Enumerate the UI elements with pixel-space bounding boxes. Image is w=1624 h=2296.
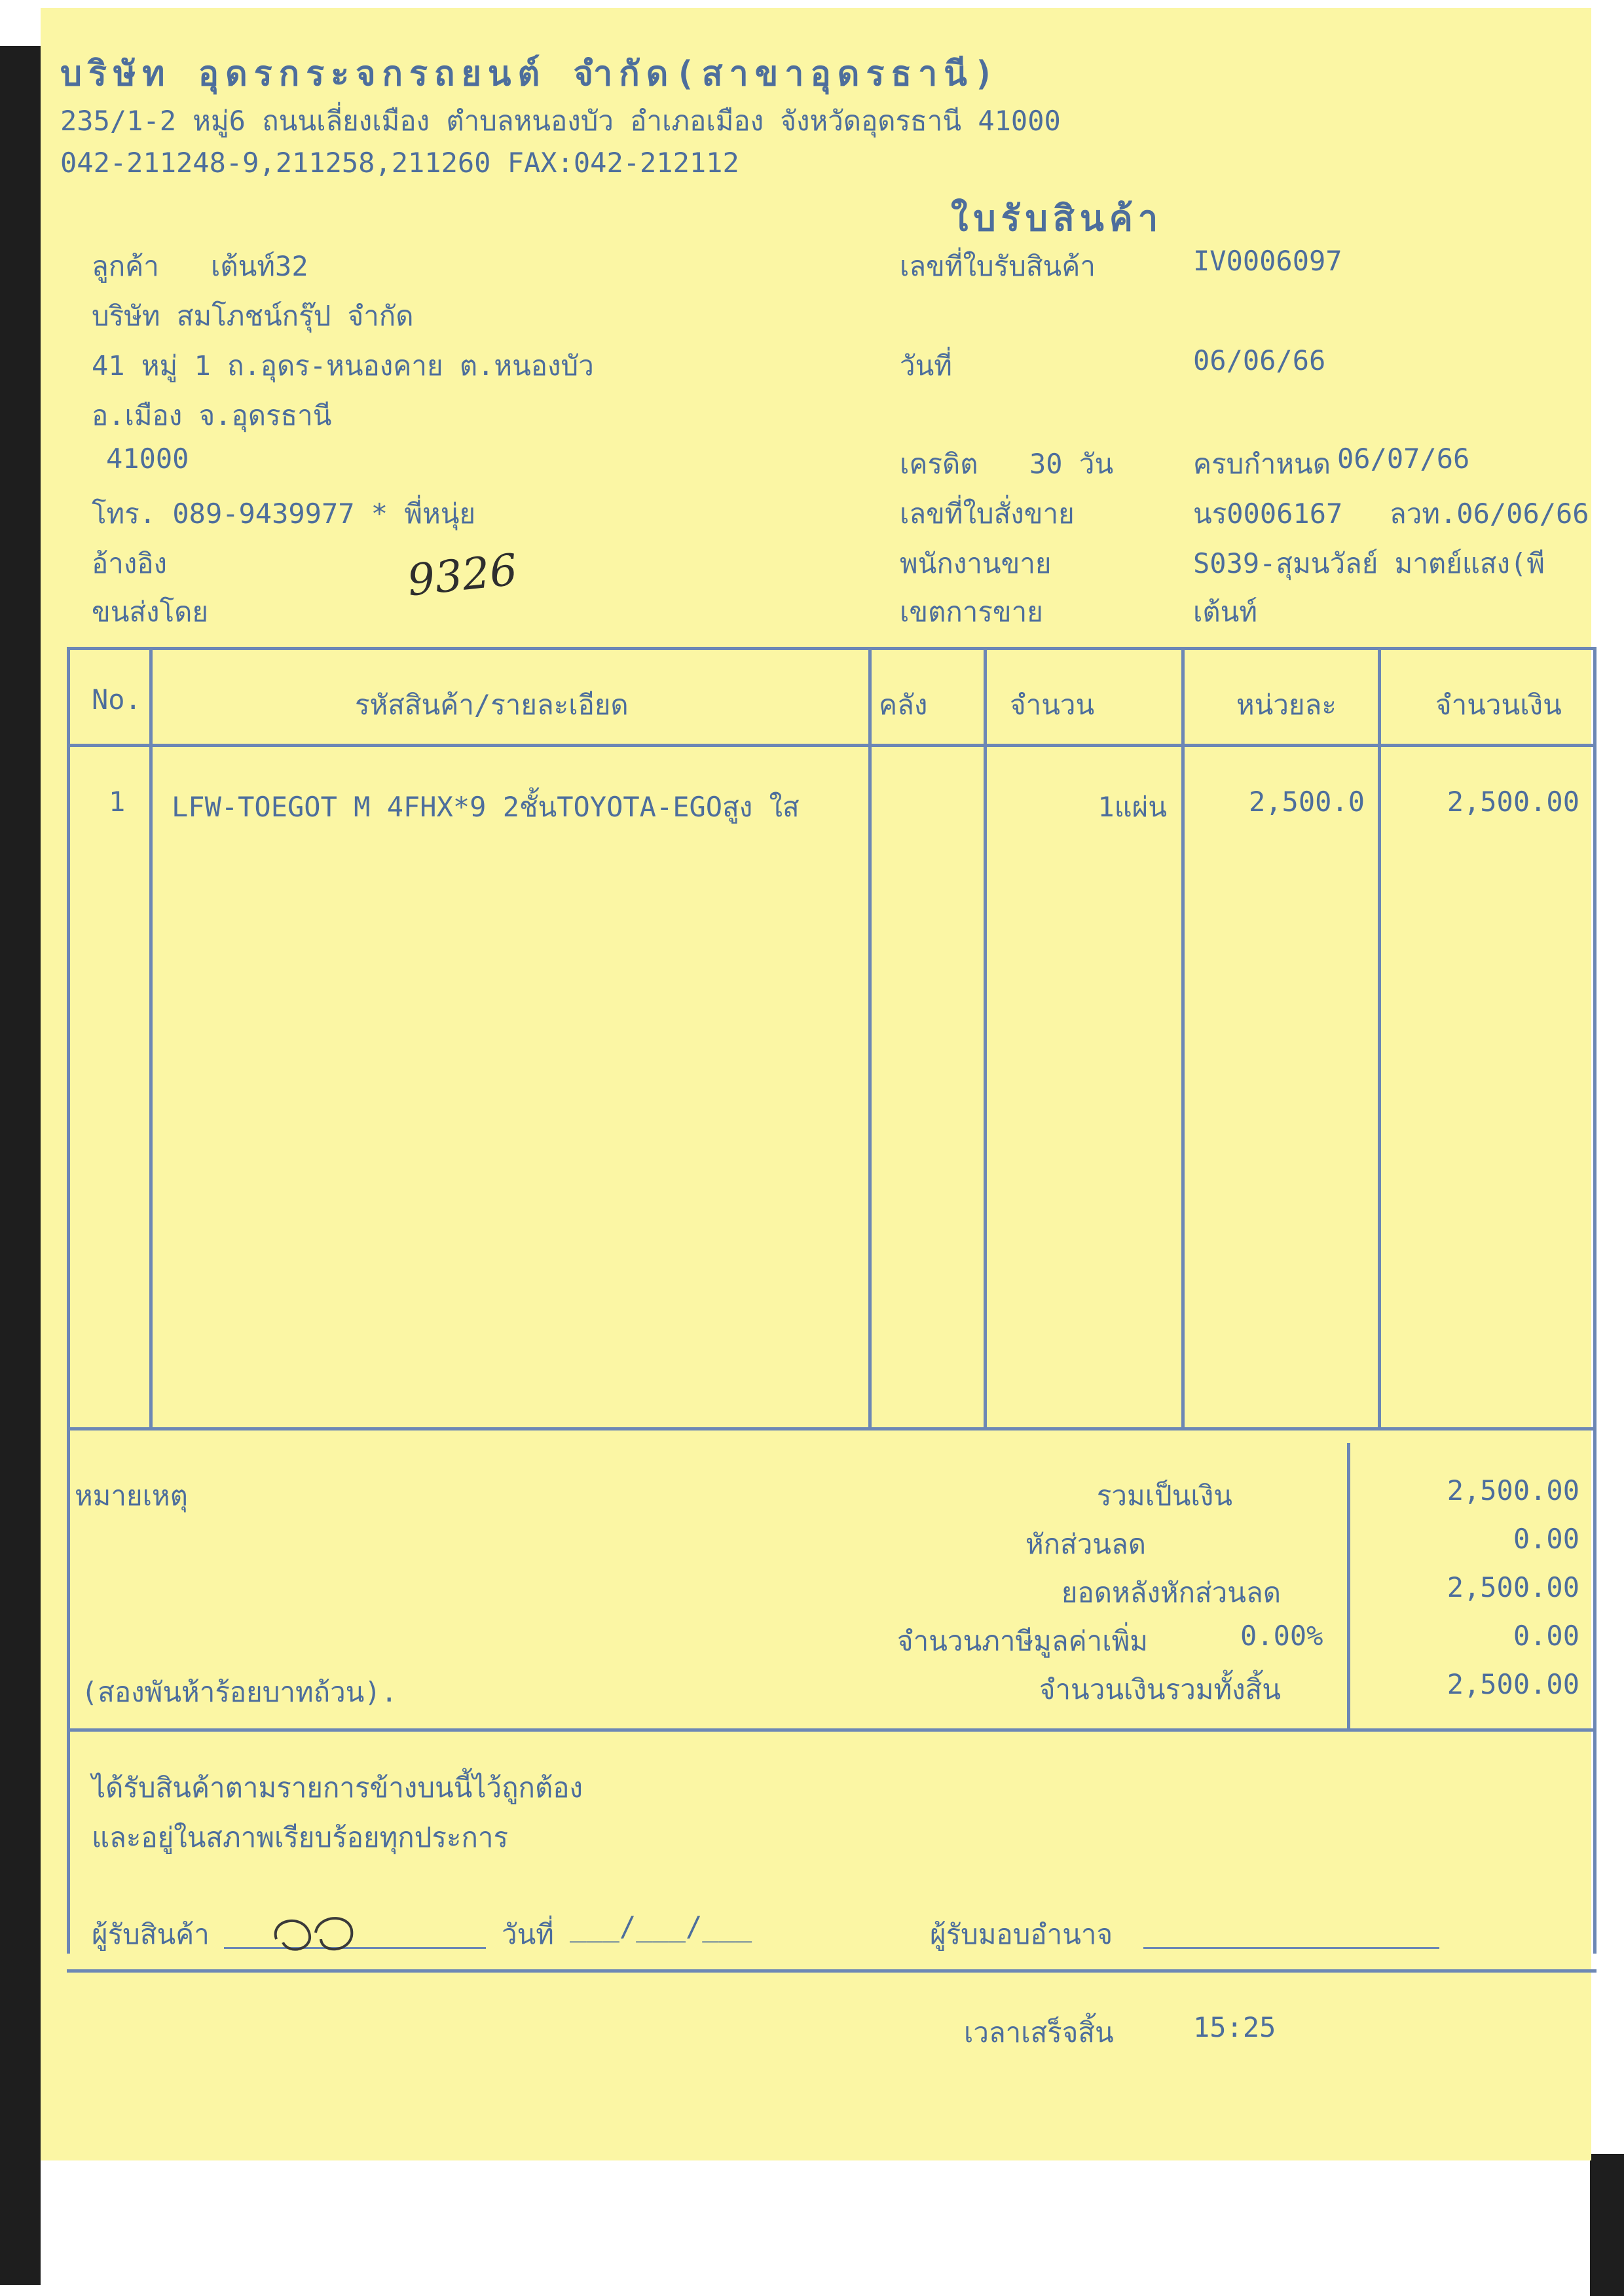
col-divider-5 [1378, 647, 1381, 1430]
authorized-label: ผู้รับมอบอำนาจ [930, 1918, 1113, 1950]
company-address: 235/1-2 หมู่6 ถนนเลี่ยงเมือง ตำบลหนองบัว อำเภอเมือง จังหวัดอุดรธานี 41000 [60, 105, 1061, 137]
subtotal-label: รวมเป็นเงิน [1096, 1480, 1232, 1512]
credit-label: เครดิต [900, 448, 978, 480]
receipt-section-bottom-border [67, 1969, 1596, 1973]
header-quantity: จำนวน [1010, 689, 1095, 721]
table-header-border [67, 744, 1596, 747]
sales-order-label: เลขที่ใบสั่งขาย [900, 498, 1075, 530]
grand-total-value: 2,500.00 [1447, 1668, 1579, 1700]
subtotal-value: 2,500.00 [1447, 1474, 1579, 1506]
customer-code: เต้นท์32 [211, 250, 308, 282]
scan-edge-left [0, 46, 41, 2285]
customer-label: ลูกค้า [92, 250, 159, 282]
receipt-statement-2: และอยู่ในสภาพเรียบร้อยทุกประการ [92, 1821, 509, 1853]
row-no: 1 [109, 786, 126, 818]
summary-divider [1347, 1443, 1350, 1731]
row-quantity: 1แผ่น [1098, 791, 1167, 823]
after-discount-value: 2,500.00 [1447, 1571, 1579, 1603]
after-discount-label: ยอดหลังหักส่วนลด [1061, 1576, 1281, 1609]
col-divider-1 [149, 647, 153, 1430]
amount-in-words: (สองพันห้าร้อยบาทถ้วน). [81, 1676, 397, 1708]
authorized-signature-line [1143, 1947, 1439, 1949]
sales-zone: เต้นท์ [1193, 596, 1258, 628]
reference-label: อ้างอิง [92, 547, 168, 579]
table-bottom-border [67, 1427, 1596, 1430]
col-divider-4 [1181, 647, 1185, 1430]
customer-address-2: อ.เมือง จ.อุดรธานี [92, 399, 332, 431]
due-value: 06/07/66 [1337, 443, 1470, 475]
row-amount: 2,500.00 [1447, 786, 1579, 818]
vat-value: 0.00 [1513, 1620, 1579, 1652]
table-left-border [67, 647, 70, 1954]
scan-edge-right [1590, 2154, 1624, 2296]
sales-order-date: ลวท.06/06/66 [1390, 498, 1589, 530]
receiver-label: ผู้รับสินค้า [92, 1918, 210, 1950]
table-right-border [1593, 647, 1596, 1954]
receiver-signature [263, 1893, 375, 1959]
due-label: ครบกำหนด [1193, 448, 1331, 480]
sales-zone-label: เขตการขาย [900, 596, 1043, 628]
sales-order-number: นร0006167 [1193, 498, 1343, 530]
header-amount: จำนวนเงิน [1435, 689, 1562, 721]
company-phone: 042-211248-9,211258,211260 FAX:042-212112 [60, 147, 739, 179]
customer-name: บริษัท สมโภชน์กรุ๊ป จำกัด [92, 300, 414, 332]
customer-phone: โทร. 089-9439977 * พี่หนุ่ย [92, 498, 476, 530]
customer-address-1: 41 หมู่ 1 ถ.อุดร-หนองคาย ต.หนองบัว [92, 350, 594, 382]
row-unit-price: 2,500.0 [1248, 786, 1365, 818]
finish-time-label: เวลาเสร็จสิ้น [964, 2016, 1114, 2049]
salesperson: S039-สุมนวัลย์ มาตย์แสง(พี [1193, 547, 1545, 579]
header-description: รหัสสินค้า/รายละเอียด [355, 689, 629, 721]
doc-number: IV0006097 [1193, 245, 1342, 277]
col-divider-2 [868, 647, 872, 1430]
receipt-date-label: วันที่ [502, 1918, 554, 1950]
vat-rate: 0.00% [1240, 1620, 1323, 1652]
discount-label: หักส่วนลด [1025, 1528, 1146, 1560]
header-no: No. [92, 683, 141, 716]
row-description: LFW-TOEGOT M 4FHX*9 2ชั้นTOYOTA-EGOสูง ใส [172, 791, 800, 823]
finish-time: 15:25 [1193, 2011, 1276, 2043]
vat-label: จำนวนภาษีมูลค่าเพิ่ม [897, 1625, 1148, 1657]
header-unit-price: หน่วยละ [1236, 689, 1337, 721]
discount-value: 0.00 [1513, 1523, 1579, 1555]
document-title: ใบรับสินค้า [951, 198, 1164, 239]
grand-total-label: จำนวนเงินรวมทั้งสิ้น [1039, 1673, 1281, 1705]
receipt-statement-1: ได้รับสินค้าตามรายการข้างบนนี้ไว้ถูกต้อง [92, 1772, 583, 1804]
receipt-paper [41, 8, 1591, 2160]
date-value: 06/06/66 [1193, 344, 1326, 376]
header-warehouse: คลัง [879, 689, 928, 721]
customer-zip: 41000 [106, 443, 189, 475]
salesperson-label: พนักงานขาย [900, 547, 1052, 579]
remark-label: หมายเหตุ [75, 1480, 188, 1512]
company-name: บริษัท อุดรกระจกรถยนต์ จำกัด(สาขาอุดรธานี) [60, 54, 1001, 94]
date-label: วันที่ [900, 350, 952, 382]
col-divider-3 [984, 647, 987, 1430]
receipt-section-top-border [67, 1728, 1596, 1732]
table-top-border [67, 647, 1596, 650]
receipt-date-blank: ___/___/___ [570, 1910, 752, 1942]
doc-number-label: เลขที่ใบรับสินค้า [900, 250, 1096, 282]
shipping-label: ขนส่งโดย [92, 596, 209, 628]
credit-value: 30 วัน [1029, 448, 1114, 480]
handwritten-reference: 9326 [405, 544, 520, 606]
